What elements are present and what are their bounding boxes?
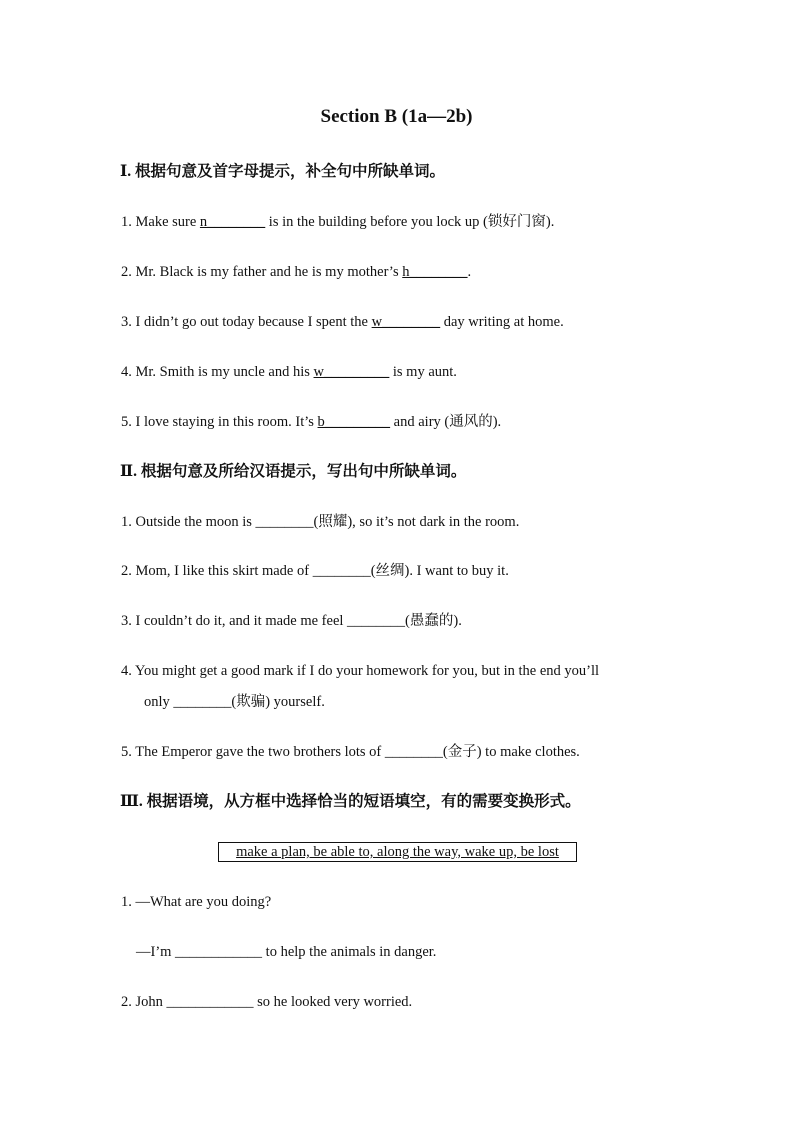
section-heading-1: Ⅰ. 根据句意及首字母提示，补全句中所缺单词。	[120, 163, 446, 180]
exercise-line	[121, 262, 471, 282]
exercise-line	[121, 212, 554, 232]
exercise-line: 2. John ____________ so he looked very worried.	[121, 994, 413, 1010]
line-text: 4. Mr. Smith is my uncle and his	[121, 364, 314, 380]
line-text: is my aunt.	[389, 364, 457, 380]
exercise-line-continued: only ________(欺骗) yourself.	[144, 694, 325, 710]
word-bank-box: make a plan, be able to, along the way, wake up, be lost	[218, 842, 577, 862]
exercise-line: 4. You might get a good mark if I do your homework for you, but in the end you’ll	[121, 663, 600, 679]
line-text: 3. I didn’t go out today because I spent the	[121, 314, 372, 330]
answer-blank: b_________	[317, 414, 391, 430]
line-text: and airy (通风的).	[390, 414, 502, 430]
exercise-line	[121, 362, 457, 382]
line-text: .	[467, 264, 472, 280]
answer-blank: h________	[402, 264, 468, 280]
page-title: Section B (1a—2b)	[320, 106, 473, 127]
section-heading-3: Ⅲ. 根据语境，从方框中选择恰当的短语填空，有的需要变换形式。	[120, 793, 581, 810]
exercise-line: 5. The Emperor gave the two brothers lots of ________(金子) to make clothes.	[121, 744, 580, 760]
exercise-line: 1. —What are you doing?	[121, 894, 272, 910]
line-text: 5. I love staying in this room. It’s	[121, 414, 318, 430]
exercise-line	[121, 312, 564, 332]
exercise-line: 2. Mom, I like this skirt made of ________(丝绸). I want to buy it.	[121, 563, 509, 579]
answer-blank: w________	[371, 314, 441, 330]
exercise-line	[121, 412, 501, 432]
section-heading-2: Ⅱ. 根据句意及所给汉语提示，写出句中所缺单词。	[120, 463, 467, 480]
exercise-line: 1. Outside the moon is ________(照耀), so it’s not dark in the room.	[121, 514, 520, 530]
line-text: day writing at home.	[440, 314, 564, 330]
answer-blank: n________	[199, 214, 266, 230]
answer-blank: w_________	[313, 364, 390, 380]
line-text: 1. Make sure	[121, 214, 200, 230]
exercise-line-response: —I’m ____________ to help the animals in danger.	[136, 944, 437, 960]
line-text: is in the building before you lock up (锁好门窗).	[265, 214, 555, 230]
line-text: 2. Mr. Black is my father and he is my mother’s	[121, 264, 403, 280]
exercise-line: 3. I couldn’t do it, and it made me feel ________(愚蠢的).	[121, 613, 462, 629]
